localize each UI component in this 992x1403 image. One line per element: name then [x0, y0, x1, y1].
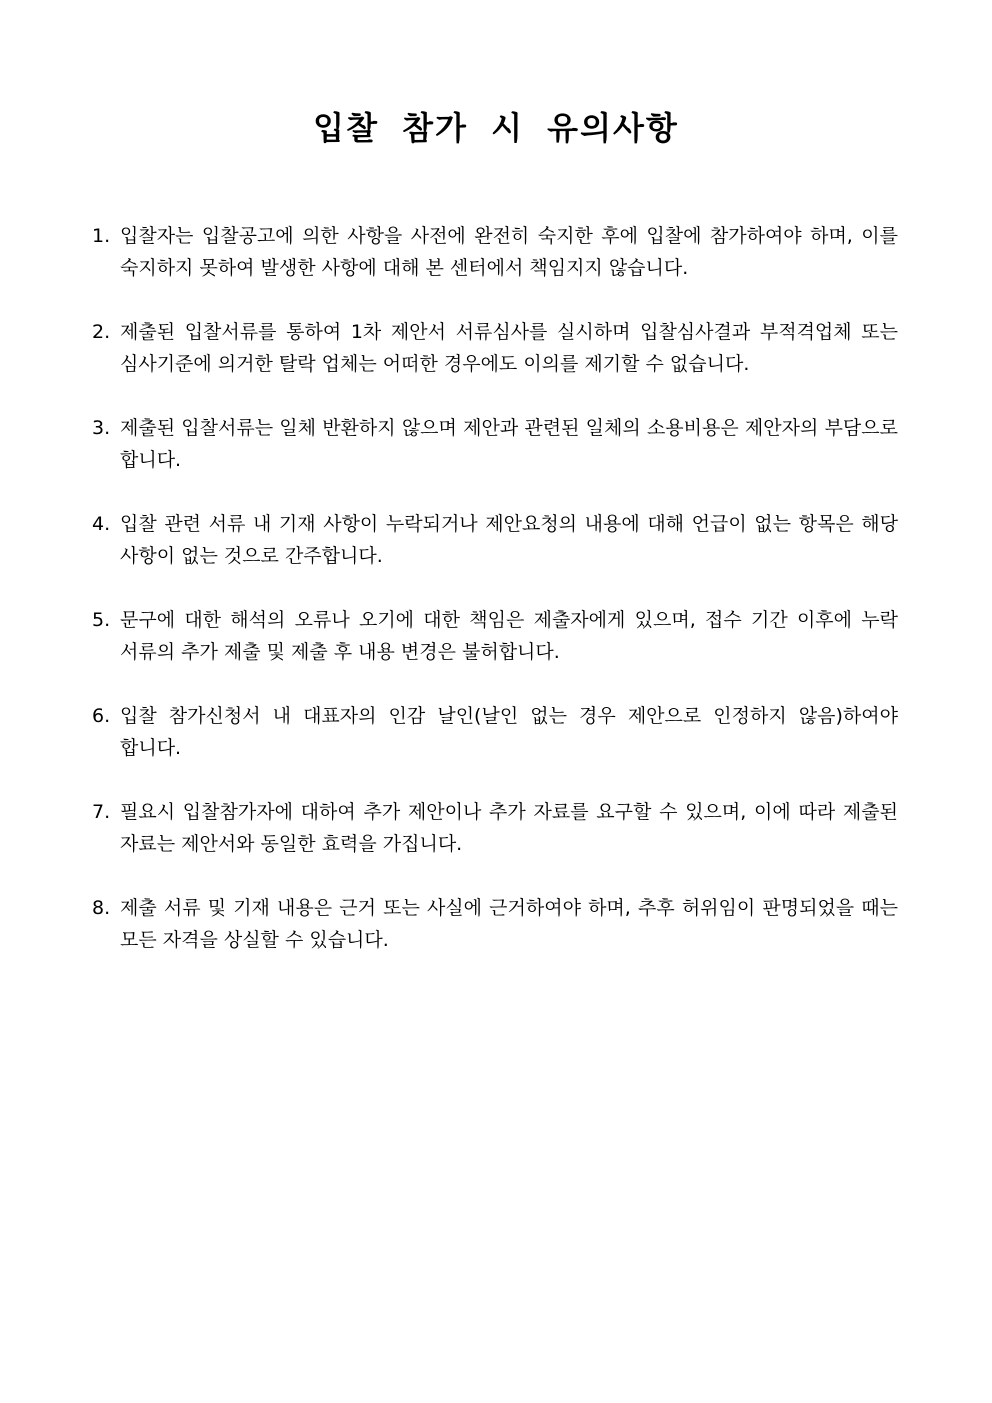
notice-text: 필요시 입찰참가자에 대하여 추가 제안이나 추가 자료를 요구할 수 있으며, 이에 따라 제출된 자료는 제안서와 동일한 효력을 가집니다. [120, 801, 898, 855]
notice-text: 제출 서류 및 기재 내용은 근거 또는 사실에 근거하여야 하며, 추후 허위임이 판명되었을 때는 모든 자격을 상실할 수 있습니다. [120, 897, 898, 951]
notice-item-8 [92, 892, 898, 956]
notice-list [92, 220, 898, 988]
notice-item-5 [92, 604, 898, 668]
notice-text: 입찰자는 입찰공고에 의한 사항을 사전에 완전히 숙지한 후에 입찰에 참가하여야 하며, 이를 숙지하지 못하여 발생한 사항에 대해 본 센터에서 책임지지 않습니다. [120, 225, 898, 279]
notice-text: 제출된 입찰서류는 일체 반환하지 않으며 제안과 관련된 일체의 소용비용은 제안자의 부담으로 합니다. [120, 417, 898, 471]
notice-item-6 [92, 700, 898, 764]
notice-text: 제출된 입찰서류를 통하여 1차 제안서 서류심사를 실시하며 입찰심사결과 부적격업체 또는 심사기준에 의거한 탈락 업체는 어떠한 경우에도 이의를 제기할 수 없습니다. [120, 321, 898, 375]
notice-number: 6. [92, 705, 111, 727]
page-title: 입찰 참가 시 유의사항 [313, 109, 679, 147]
notice-number: 7. [92, 801, 111, 823]
notice-number: 2. [92, 321, 111, 343]
notice-item-2 [92, 316, 898, 380]
notice-number: 5. [92, 609, 111, 631]
notice-number: 8. [92, 897, 111, 919]
notice-number: 3. [92, 417, 111, 439]
notice-text: 입찰 관련 서류 내 기재 사항이 누락되거나 제안요청의 내용에 대해 언급이 없는 항목은 해당 사항이 없는 것으로 간주합니다. [120, 513, 898, 567]
notice-item-1 [92, 220, 898, 284]
notice-item-7 [92, 796, 898, 860]
notice-text: 입찰 참가신청서 내 대표자의 인감 날인(날인 없는 경우 제안으로 인정하지 않음)하여야 합니다. [120, 705, 898, 759]
notice-item-3 [92, 412, 898, 476]
notice-number: 1. [92, 225, 111, 247]
notice-number: 4. [92, 513, 111, 535]
notice-item-4 [92, 508, 898, 572]
notice-text: 문구에 대한 해석의 오류나 오기에 대한 책임은 제출자에게 있으며, 접수 기간 이후에 누락 서류의 추가 제출 및 제출 후 내용 변경은 불허합니다. [120, 609, 898, 663]
